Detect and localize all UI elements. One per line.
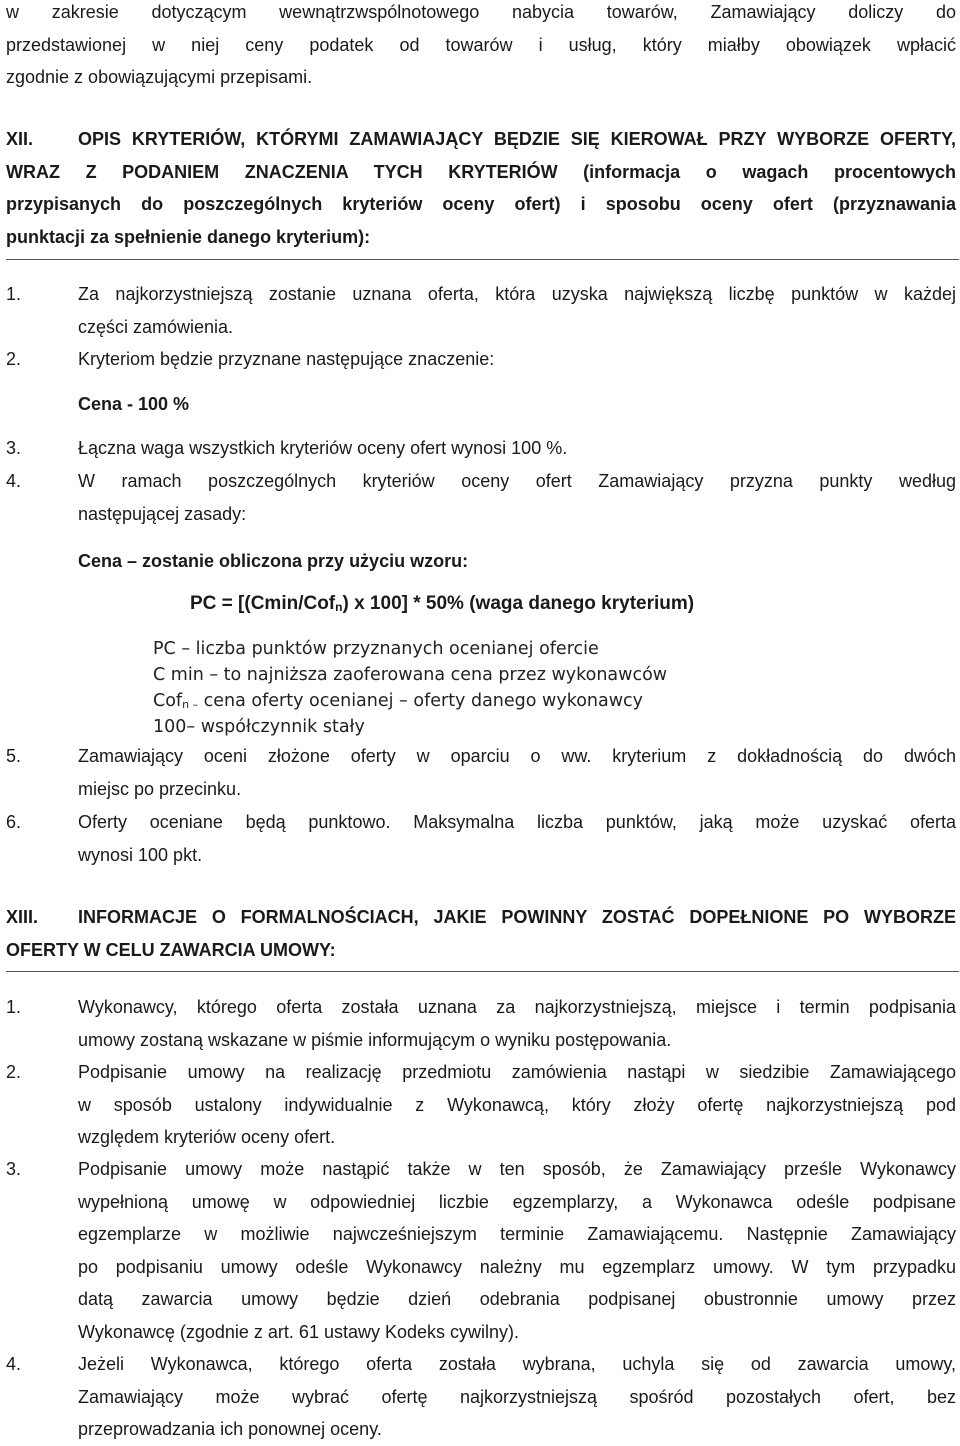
- item-number: 1.: [6, 284, 22, 304]
- item-line: w sposób ustalony indywidualnie z Wykonawcą, który złoży ofertę najkorzystniejszą pod: [78, 1094, 956, 1115]
- legend-cof-suffix: cena oferty ocenianej – oferty danego wykonawcy: [198, 691, 644, 711]
- list-item: [78, 432, 956, 465]
- legend-line: 100– współczynnik stały: [153, 717, 365, 737]
- item-line: Wykonawcę (zgodnie z art. 61 ustawy Kodeks cywilny).: [78, 1321, 520, 1342]
- item-line: następującej zasady:: [78, 503, 247, 524]
- list-item: [78, 740, 956, 805]
- legend-cof-prefix: Cof: [153, 691, 183, 711]
- list-item: [78, 1056, 956, 1154]
- section-12-heading-line: punktacji za spełnienie danego kryterium):: [6, 226, 371, 247]
- item-number: 5.: [6, 746, 22, 766]
- section-12-heading-line: WRAZ Z PODANIEM ZNACZENIA TYCH KRYTERIÓW (informacja o wagach procentowych: [6, 161, 956, 182]
- legend-line: [153, 688, 643, 714]
- item-line: Podpisanie umowy na realizację przedmiotu zamówienia nastąpi w siedzibie Zamawiającego: [78, 1062, 956, 1082]
- legend-line: C min – to najniższa zaoferowana cena przez wykonawców: [153, 665, 668, 685]
- legend-cof-subscript: n –: [182, 698, 199, 711]
- section-13-heading-line: INFORMACJE O FORMALNOŚCIACH, JAKIE POWINNY ZOSTAĆ DOPEŁNIONE PO WYBORZE: [78, 907, 956, 927]
- intro-line: zgodnie z obowiązującymi przepisami.: [6, 67, 313, 87]
- item-line: Jeżeli Wykonawca, którego oferta została wybrana, uchyla się od zawarcia umowy,: [78, 1354, 956, 1374]
- item-number: 3.: [6, 1159, 22, 1179]
- item-line: części zamówienia.: [78, 316, 234, 337]
- section-13-number: XIII.: [6, 907, 39, 927]
- item-number: 6.: [6, 812, 22, 832]
- item-line: Łączna waga wszystkich kryteriów oceny ofert wynosi 100 %.: [78, 438, 568, 458]
- section-12-heading-line: OPIS KRYTERIÓW, KTÓRYMI ZAMAWIAJĄCY BĘDZIE SIĘ KIEROWAŁ PRZY WYBORZE OFERTY,: [78, 129, 956, 149]
- item-line: wypełnioną umowę w odpowiedniej liczbie egzemplarzy, a Wykonawca odeśle podpisane: [78, 1191, 956, 1212]
- item-line: wynosi 100 pkt.: [78, 844, 203, 865]
- list-item: [78, 1153, 956, 1348]
- item-line: po podpisaniu umowy odeśle Wykonawcy należny mu egzemplarz umowy. W tym przypadku: [78, 1256, 956, 1277]
- list-item: [78, 806, 956, 871]
- intro-line: w zakresie dotyczącym wewnątrzwspólnotowego nabycia towarów, Zamawiający doliczy do: [6, 2, 956, 22]
- list-item: [78, 1348, 956, 1446]
- item-line: Zamawiający może wybrać ofertę najkorzystniejszą spośród pozostałych ofert, bez: [78, 1386, 956, 1407]
- item-number: 3.: [6, 438, 22, 458]
- formula-prefix: PC = [(Cmin/Cof: [190, 593, 336, 614]
- item-line: względem kryteriów oceny ofert.: [78, 1127, 336, 1147]
- section-13-heading: [6, 901, 956, 966]
- cena-formula-intro: Cena – zostanie obliczona przy użyciu wzoru:: [78, 551, 469, 571]
- formula-suffix: ) x 100] * 50% (waga danego kryterium): [342, 593, 695, 614]
- item-line: Oferty oceniane będą punktowo. Maksymalna liczba punktów, jaką może uzyskać oferta: [78, 812, 956, 832]
- item-line: Wykonawcy, którego oferta została uznana za najkorzystniejszą, miejsce i termin podpisania: [78, 997, 956, 1017]
- item-line: Kryteriom będzie przyznane następujące znaczenie:: [78, 349, 495, 369]
- cena-weight: Cena - 100 %: [78, 394, 190, 414]
- item-number: 2.: [6, 349, 22, 369]
- item-line: datą zawarcia umowy będzie dzień odebrania podpisanej obustronnie umowy przez: [78, 1289, 956, 1309]
- legend-line: PC – liczba punktów przyznanych ocenianej ofercie: [153, 639, 599, 659]
- price-formula: [190, 588, 694, 621]
- section-13-heading-line: OFERTY W CELU ZAWARCIA UMOWY:: [6, 939, 336, 960]
- item-number: 2.: [6, 1062, 22, 1082]
- item-number: 4.: [6, 1354, 22, 1374]
- list-item: [78, 278, 956, 343]
- section-12-heading-line: przypisanych do poszczególnych kryteriów oceny ofert) i sposobu oceny ofert (przyznawania: [6, 194, 956, 214]
- section-12-divider: [6, 259, 959, 260]
- item-line: miejsc po przecinku.: [78, 778, 242, 799]
- item-line: egzemplarze w możliwie najwcześniejszym terminie Zamawiającemu. Następnie Zamawiający: [78, 1224, 956, 1244]
- item-line: W ramach poszczególnych kryteriów oceny ofert Zamawiający przyzna punkty według: [78, 471, 956, 491]
- item-line: przeprowadzania ich ponownej oceny.: [78, 1419, 382, 1439]
- section-13-divider: [6, 971, 959, 972]
- section-12-heading: [6, 123, 956, 253]
- section-12-number: XII.: [6, 129, 34, 149]
- item-line: Podpisanie umowy może nastąpić także w ten sposób, że Zamawiający prześle Wykonawcy: [78, 1159, 956, 1179]
- intro-paragraph: [6, 0, 956, 94]
- intro-line: przedstawionej w niej ceny podatek od towarów i usług, który miałby obowiązek wpłacić: [6, 34, 956, 55]
- item-line: Zamawiający oceni złożone oferty w oparciu o ww. kryterium z dokładnością do dwóch: [78, 746, 956, 766]
- list-item: [78, 465, 956, 530]
- list-item: [78, 991, 956, 1056]
- item-number: 4.: [6, 471, 22, 491]
- item-line: umowy zostaną wskazane w piśmie informującym o wyniku postępowania.: [78, 1029, 672, 1050]
- formula-subscript: n: [335, 600, 343, 614]
- item-line: Za najkorzystniejszą zostanie uznana oferta, która uzyska największą liczbę punktów w każdej: [78, 284, 956, 304]
- item-number: 1.: [6, 997, 22, 1017]
- list-item: [78, 343, 956, 376]
